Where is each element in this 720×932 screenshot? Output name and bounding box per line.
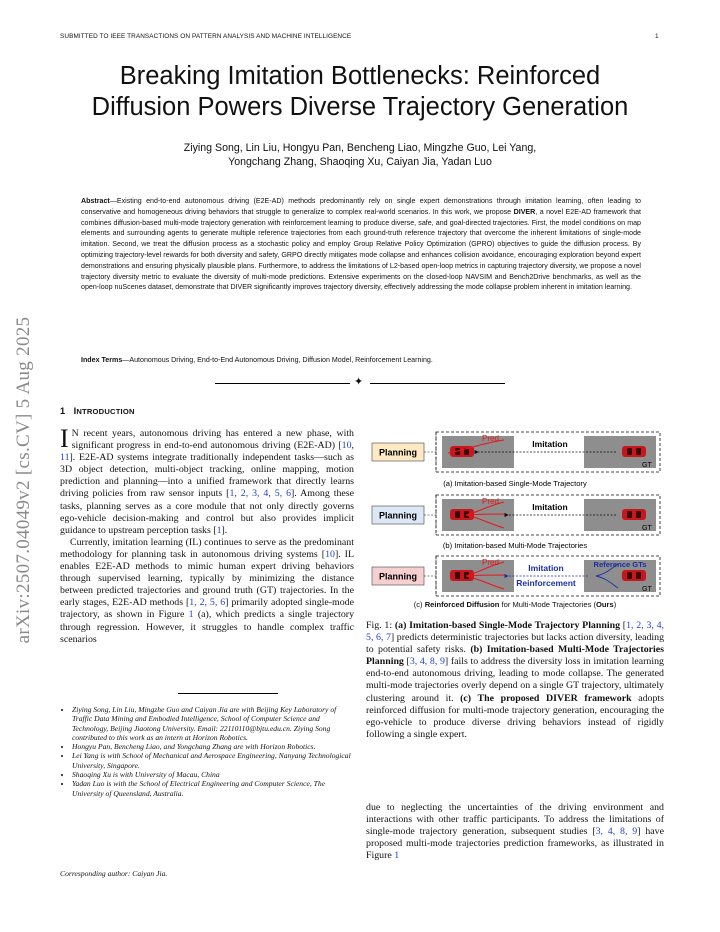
bracket-a (424, 432, 436, 472)
figure-link[interactable]: 1 (394, 850, 400, 862)
planning-label-a: Planning (379, 447, 417, 458)
drop-cap: I (60, 424, 69, 453)
section-heading (60, 406, 135, 416)
fig-sublabel-c (366, 600, 664, 609)
intro-p1-text-b: ]. E2E-AD systems integrate traditionally independent tasks—such as 3D object detection, multi-object tracking, online mapping, motion prediction and planning—into a unified framework that directly learns driving policies from raw sensor inputs [ (60, 452, 354, 500)
title-line-1: Breaking Imitation Bottlenecks: Reinforced (119, 62, 601, 90)
footnote-item: • Yadan Luo is with the School of Electrical Engineering and Computer Science, The University of Queensland, Australia. (72, 779, 354, 798)
fig-row-b (372, 495, 660, 535)
caption-a-text: ] predicts deterministic trajectories but lacks action diversity, leading to potential safety risks. (366, 632, 665, 656)
gt-car-icon (622, 570, 646, 581)
abstract-method: DIVER (513, 207, 536, 216)
footnote-item: • Ziying Song, Lin Liu, Mingzhe Guo and Caiyan Jia are with Beijing Key Laboratory of Traffic Data Mining and Embodied Intelligence, School of Computer Science and Technology, Beijing Jiaotong University. Email: 22110110@bjtu.edu.cn. Ziying Song contributed to this work as an intern at Horizon Robotics. (72, 705, 354, 742)
intro-column-2 (366, 802, 664, 862)
author-list (60, 141, 660, 169)
section-divider (215, 377, 505, 389)
intro-p2-text-d: (a), which predicts a single trajectory through regression. However, it struggles to handle complex traffic scenarios (60, 609, 355, 645)
imitation-label-b: Imitation (532, 502, 568, 512)
imitation-label-a: Imitation (532, 439, 568, 449)
footnote-rule (178, 693, 278, 694)
caption-a-pre: [ (620, 620, 627, 631)
gt-label-b: GT (642, 525, 652, 532)
pred-label-b: Pred (482, 497, 499, 506)
gt-car-icon (622, 509, 646, 520)
bracket-c (424, 556, 436, 596)
fig-sublabel-b: (b) Imitation-based Multi-Mode Trajectories (442, 541, 588, 550)
gt-car-icon (622, 446, 646, 457)
reinforcement-label: Reinforcement (516, 578, 576, 588)
title-line-2: Diffusion Powers Diverse Trajectory Generation (91, 92, 629, 121)
citation-link[interactable]: 1 (216, 524, 222, 536)
citation-sep: , (351, 440, 354, 452)
arxiv-id: arXiv:2507.04049v2 [cs.CV] 5 Aug 2025 (13, 316, 34, 644)
divider-line-right (370, 383, 505, 384)
imitation-label-c: Imitation (528, 563, 564, 573)
section-title-initial: I (73, 406, 77, 416)
caption-b-pre: [ (403, 656, 410, 668)
caption-c-bold: (c) The proposed DIVER framework (460, 692, 632, 704)
citation-link[interactable]: 3, 4, 8, 9 (409, 656, 445, 668)
intro-paragraph-2 (60, 537, 354, 646)
abstract (81, 196, 641, 293)
caption-b-bold: (b) Imitation-based Multi-Mode Trajectories Planning (366, 644, 664, 668)
fig-sublabel-a: (a) Imitation-based Single-Mode Trajectory (443, 479, 587, 488)
sublabel-c-mid: for Multi-Mode Trajectories ( (499, 600, 597, 609)
fig-row-c (372, 556, 660, 596)
intro-column-1 (60, 424, 355, 646)
sublabel-c-pre: (c) (413, 600, 425, 609)
paper-title (40, 61, 680, 122)
section-number: 1 (60, 406, 66, 416)
intro-p2-text-a: Currently, imitation learning (IL) continues to serve as the predominant methodology for planning task in autonomous driving systems [ (60, 536, 354, 560)
running-header: SUBMITTED TO IEEE TRANSACTIONS ON PATTERN ANALYSIS AND MACHINE INTELLIGENCE (60, 33, 352, 40)
gt-label-c: GT (642, 586, 652, 593)
bracket-b (424, 495, 436, 535)
intro-p1-text-a: N recent years, autonomous driving has entered a new phase, with significant progress in end-to-end autonomous driving (E2E-AD) [ (71, 428, 354, 452)
sublabel-c-bold: Reinforced Diffusion (424, 600, 500, 609)
index-terms (81, 355, 641, 365)
figure-caption (366, 620, 664, 741)
intro-paragraph-1 (60, 424, 354, 537)
abstract-text-1: —Existing end-to-end autonomous driving (E2E-AD) methods predominantly rely on single expert demonstrations through imitation learning, often leading to conservative and homogeneous driving behaviors that struggle to generalize to complex real-world scenarios. In this work, we propose (81, 197, 641, 216)
caption-a-bold: (a) Imitation-based Single-Mode Trajectory Planning (394, 620, 621, 631)
caption-label: Fig. 1: (366, 620, 395, 631)
arxiv-stamp (6, 290, 46, 670)
index-terms-label: Index Terms (81, 356, 123, 364)
footnote-item: • Shaoqing Xu is with University of Macau, China (72, 770, 354, 779)
reference-gts-label: Reference GTs (593, 560, 647, 569)
authors-line-1: Ziying Song, Lin Liu, Hongyu Pan, Bencheng Liao, Mingzhe Guo, Lei Yang, (183, 142, 537, 154)
citation-link[interactable]: 10 (325, 548, 335, 560)
sublabel-c-end: ) (613, 600, 617, 609)
figure-1 (366, 428, 664, 616)
citation-link[interactable]: 1, 2, 5, 6 (189, 597, 226, 609)
fig-row-a (372, 432, 660, 472)
authors-line-2: Yongchang Zhang, Shaoqing Xu, Caiyan Jia, Yadan Luo (228, 156, 492, 168)
affiliation-footnotes (60, 705, 354, 798)
index-terms-text: —Autonomous Driving, End-to-End Autonomous Driving, Diffusion Model, Reinforcement Learning. (122, 356, 433, 364)
intro-p1-text-c: ]. Among these tasks, planning serves as a core module that not only directly governs ego-vehicle decision-making and control but also provides implicit guidance to upstream perception tasks [ (60, 488, 354, 536)
corresponding-author: Corresponding author: Caiyan Jia. (60, 869, 168, 878)
caption-c-text: adopts reinforced diffusion for multi-mode trajectory generation, encouraging the ego-vehicle to produce diverse driving behaviors instead of rigidly following a single expert. (366, 692, 664, 740)
citation-link[interactable]: 10 (341, 440, 352, 452)
planning-label-c: Planning (379, 571, 417, 582)
gt-label-a: GT (642, 462, 652, 469)
intro-p1-text-d: ]. (221, 524, 228, 536)
pred-label-c: Pred (482, 558, 499, 567)
citation-link[interactable]: 1, 2, 3, 4, 5, 6, 7 (366, 620, 665, 644)
col2-text-b: ] have proposed multi-mode trajectories prediction frameworks, as illustrated in Figure (366, 826, 664, 862)
citation-link[interactable]: 1, 2, 3, 4, 5, 6 (229, 488, 292, 500)
citation-link[interactable]: 11 (60, 452, 70, 464)
citation-link[interactable]: 3, 4, 8, 9 (595, 826, 638, 838)
col2-text-a: due to neglecting the uncertainties of the driving environment and interactions with other traffic participants. To address the limitations of single-mode trajectory generation, subsequent studies [ (366, 802, 664, 838)
footnote-item: • Lei Yang is with School of Mechanical and Aerospace Engineering, Nanyang Technological University, Singapore. (72, 751, 354, 770)
intro-p2-text-c: ] primarily adopted single-mode trajectory, as shown in Figure (60, 597, 354, 621)
figure-link[interactable]: 1 (188, 609, 194, 621)
caption-b-text: ] fails to address the diversity loss in imitation learning end-to-end autonomous driving, leading to mode collapse. The generated multi-mode trajectories overly depend on a single GT trajectory, ultimately clustering around it. (366, 656, 664, 704)
section-title-rest: NTRODUCTION (76, 407, 135, 416)
planning-label-b: Planning (379, 510, 417, 521)
page-number: 1 (655, 33, 659, 40)
sublabel-c-ours: Ours (596, 600, 614, 609)
abstract-label: Abstract (81, 197, 110, 205)
footnote-item: • Hongyu Pan, Bencheng Liao, and Yongchang Zhang are with Horizon Robotics. (72, 742, 354, 751)
abstract-text-2: , a novel E2E-AD framework that combines diffusion-based multi-mode trajectory generation with reinforcement learning to produce diverse, safe, and goal-directed trajectories. First, the model conditions on map elements and surrounding agents to generate multiple reference trajectories from each ground-truth reference trajectory that overcome the inherent limitations of single-mode imitation. Second, we treat the diffusion process as a stochastic policy and employ Group Relative Policy Optimization (GPRO) objectives to guide the diffusion process. By optimizing trajectory-level rewards for both diversity and safety, GRPO directly mitigates mode collapse and enhances collision avoidance, encouraging exploration beyond expert demonstrations and ensuring physically plausible plans. Furthermore, to address the limitations of L2-based open-loop metrics in capturing trajectory diversity, we propose a novel trajectory diversity metric to evaluate the diversity of multi-mode predictions. Extensive experiments on the closed-loop NAVSIM and Bench2Drive benchmarks, as well as the open-loop nuScenes dataset, demonstrate that DIVER significantly improves trajectory diversity, effectively addressing the mode collapse problem inherent in imitation learning. (81, 207, 641, 292)
divider-diamond-icon: ✦ (354, 376, 364, 388)
pred-label-a: Pred (482, 434, 499, 443)
divider-line-left (215, 383, 350, 384)
intro-p2-text-b: ]. IL enables E2E-AD methods to mimic human expert driving behaviors through supervised learning, typically by minimizing the distance between predicted trajectories and ground truth (GT) trajectories. In the early stages, E2E-AD methods [ (60, 548, 355, 609)
